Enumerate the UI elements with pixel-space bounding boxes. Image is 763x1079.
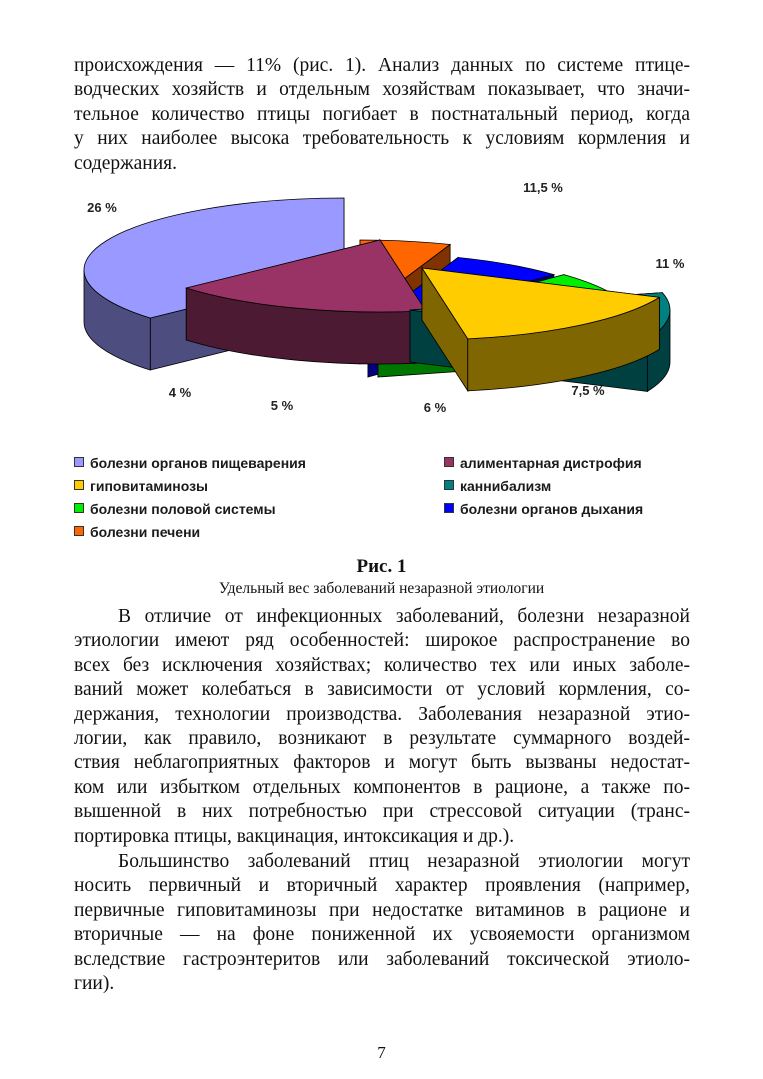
legend-item xyxy=(444,501,643,517)
legend-item xyxy=(74,501,276,517)
paragraph-2 xyxy=(74,605,690,849)
text-line: ком или избытком отдельных компонентов в рационе, а также по- xyxy=(74,776,690,798)
text-line: гии). xyxy=(74,973,115,995)
legend-item xyxy=(74,478,208,494)
legend-label: болезни половой системы xyxy=(90,501,276,517)
text-line: В отличие от инфекционных заболеваний, болезни незаразной xyxy=(118,606,690,627)
text-line: первичные гиповитаминозы при недостатке витаминов в рационе и xyxy=(74,899,690,921)
legend-label: болезни печени xyxy=(90,524,201,540)
data-label: 26 % xyxy=(87,200,117,215)
legend-item xyxy=(74,455,306,471)
data-label: 4 % xyxy=(168,385,192,400)
legend-swatch xyxy=(444,480,454,490)
legend-swatch xyxy=(444,457,454,467)
text-line: держания, технологии производства. Заболевания незаразной этио- xyxy=(74,703,690,725)
text-line: происхождения — 11% (рис. 1). Анализ данных по системе птице- xyxy=(74,55,690,76)
text-line: портировка птицы, вакцинация, интоксикация и др.). xyxy=(74,825,515,847)
data-label: 6 % xyxy=(423,400,447,415)
legend-label: болезни органов пищеварения xyxy=(90,455,306,471)
text-line: ваний может колебаться в зависимости от условий кормления, со- xyxy=(74,679,690,701)
legend-item xyxy=(444,455,642,471)
legend-swatch xyxy=(444,503,454,513)
text-line: содержания. xyxy=(74,152,178,174)
legend-label: болезни органов дыхания xyxy=(460,501,644,517)
page-number: 7 xyxy=(377,1043,386,1062)
data-label: 5 % xyxy=(270,398,294,413)
data-label: 11 % xyxy=(655,256,685,271)
text-line: всех без исключения хозяйствах; количество тех или иных заболе- xyxy=(74,654,690,676)
text-line: носить первичный и вторичный характер проявления (например, xyxy=(74,875,690,897)
figure-caption: Удельный вес заболеваний незаразной этиологии xyxy=(218,580,545,597)
legend-label: алиментарная дистрофия xyxy=(460,455,642,471)
legend-swatch xyxy=(74,480,84,490)
text-line: вследствие гастроэнтеритов или заболеваний токсической этиоло- xyxy=(74,948,690,970)
legend-label: каннибализм xyxy=(460,478,552,494)
text-line: вторичные — на фоне пониженной их усвояемости организмом xyxy=(74,924,690,946)
legend-swatch xyxy=(74,457,84,467)
legend-item xyxy=(74,524,200,540)
text-line: Большинство заболеваний птиц незаразной этиологии могут xyxy=(118,851,690,872)
text-line: ствия неблагоприятных факторов и могут быть вызваны недостат- xyxy=(74,752,690,774)
data-label: 11,5 % xyxy=(523,180,563,195)
text-line: у них наиболее высока требовательность к условиям кормления и xyxy=(74,128,690,150)
paragraph-3 xyxy=(74,850,690,996)
legend-swatch xyxy=(74,503,84,513)
text-line: вышенной в них потребностью при стрессовой ситуации (транс- xyxy=(74,801,690,823)
text-line: тельное количество птицы погибает в постнатальный период, когда xyxy=(74,103,690,125)
pie-chart xyxy=(60,172,710,442)
data-label: 7,5 % xyxy=(571,383,605,398)
text-line: водческих хозяйств и отдельным хозяйствам показывает, что значи- xyxy=(74,79,690,101)
text-line: этиологии имеют ряд особенностей: широкое распространение во xyxy=(74,630,690,652)
figure-title: Рис. 1 xyxy=(356,556,407,577)
legend-item xyxy=(444,478,551,494)
top-paragraph xyxy=(74,54,690,176)
legend-swatch xyxy=(74,526,84,536)
legend-label: гиповитаминозы xyxy=(90,478,209,494)
text-line: логии, как правило, возникают в результате суммарного воздей- xyxy=(74,728,690,750)
